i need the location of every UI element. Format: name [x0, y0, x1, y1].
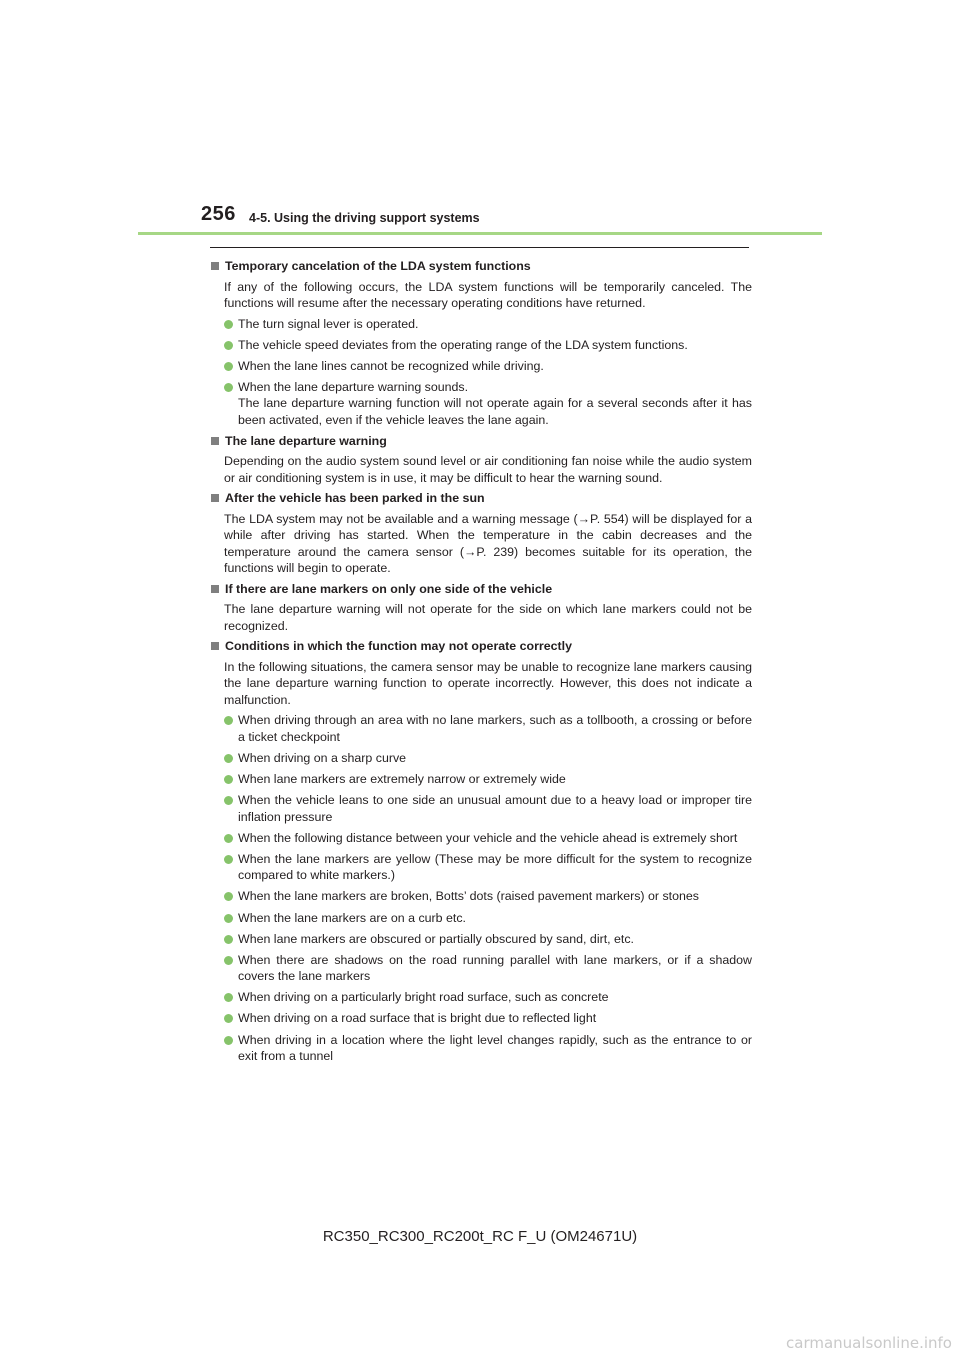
circle-bullet-icon: [224, 716, 233, 725]
list-item: [224, 771, 752, 788]
list-item-text: When driving on a particularly bright road surface, such as concrete: [238, 990, 609, 1005]
circle-bullet-icon: [224, 914, 233, 923]
section-heading: [210, 433, 752, 450]
list-item: [224, 931, 752, 948]
list-item-text: When driving on a road surface that is bright due to reflected light: [238, 1011, 597, 1026]
section-heading: [210, 490, 752, 507]
square-bullet-icon: [211, 494, 219, 502]
circle-bullet-icon: [224, 956, 233, 965]
section-body: The LDA system may not be available and a warning message (→P. 554) will be displayed for a while after driving has started. When the temperature in the cabin decreases and the temperature around the camera sensor (→P. 239) becomes suitable for its operation, the functions will begin to operate.: [224, 511, 752, 576]
circle-bullet-icon: [224, 754, 233, 763]
list-item-text: When driving in a location where the light level changes rapidly, such as the entrance to or exit from a tunnel: [238, 1032, 752, 1063]
circle-bullet-icon: [224, 383, 233, 392]
section-conditions-not-operate: [210, 638, 752, 1064]
list-item: [224, 989, 752, 1006]
list-item-text: When the lane markers are yellow (These may be more difficult for the system to recognize compared to white markers.): [238, 851, 752, 883]
circle-bullet-icon: [224, 362, 233, 371]
list-item-text: When the vehicle leans to one side an unusual amount due to a heavy load or improper tire inflation pressure: [238, 793, 752, 824]
page-number: 256: [201, 203, 236, 225]
list-item: [224, 910, 752, 927]
list-item-text: When lane markers are extremely narrow or extremely wide: [238, 772, 566, 787]
list-item: [224, 750, 752, 767]
bullet-list: [210, 316, 752, 429]
header-green-rule: [138, 232, 822, 235]
square-bullet-icon: [211, 642, 219, 650]
list-item: [224, 712, 752, 745]
circle-bullet-icon: [224, 796, 233, 805]
list-item: [224, 888, 752, 905]
content-top-rule: [210, 247, 749, 248]
bullet-list: [210, 712, 752, 1064]
section-heading-text: Conditions in which the function may not operate correctly: [225, 639, 572, 654]
circle-bullet-icon: [224, 320, 233, 329]
list-item: [224, 1010, 752, 1027]
circle-bullet-icon: [224, 1036, 233, 1045]
list-item: [224, 1032, 752, 1065]
square-bullet-icon: [211, 262, 219, 270]
list-item-text: When there are shadows on the road running parallel with lane markers, or if a shadow covers the lane markers: [238, 952, 752, 984]
section-heading-text: The lane departure warning: [225, 433, 387, 448]
square-bullet-icon: [211, 585, 219, 593]
circle-bullet-icon: [224, 855, 233, 864]
list-item: [224, 337, 752, 354]
section-temporary-cancelation: [210, 258, 752, 428]
list-item-text: When the following distance between your vehicle and the vehicle ahead is extremely short: [238, 830, 738, 845]
list-item-text: When the lane departure warning sounds. The lane departure warning function will not operate again for a several seconds after it has been activated, even if the vehicle leaves the lane again.: [238, 379, 752, 427]
section-heading: [210, 258, 752, 275]
circle-bullet-icon: [224, 1014, 233, 1023]
list-item-text: When the lane markers are on a curb etc.: [238, 910, 466, 925]
circle-bullet-icon: [224, 341, 233, 350]
section-body: Depending on the audio system sound level or air conditioning fan noise while the audio system or air conditioning system is in use, it may be difficult to hear the warning sound.: [224, 454, 752, 485]
list-item-text: When the lane lines cannot be recognized while driving.: [238, 358, 544, 373]
content-area: [210, 258, 752, 1069]
list-item: [224, 830, 752, 847]
section-heading-text: After the vehicle has been parked in the sun: [225, 491, 485, 506]
circle-bullet-icon: [224, 834, 233, 843]
section-title: 4-5. Using the driving support systems: [249, 211, 480, 225]
section-lane-departure-warning: [210, 433, 752, 487]
list-item: [224, 358, 752, 375]
section-heading: [210, 581, 752, 598]
list-item: [224, 952, 752, 985]
list-item-text: When driving on a sharp curve: [238, 750, 407, 765]
list-item-text: The vehicle speed deviates from the operating range of the LDA system functions.: [238, 337, 688, 352]
section-body: In the following situations, the camera sensor may be unable to recognize lane markers causing the lane departure warning function to operate incorrectly. However, this does not indicate a malfunction.: [224, 659, 752, 707]
circle-bullet-icon: [224, 935, 233, 944]
list-item-text: The turn signal lever is operated.: [238, 316, 419, 331]
list-item-text: When driving through an area with no lane markers, such as a tollbooth, a crossing or before a ticket checkpoint: [238, 713, 752, 744]
section-heading-text: Temporary cancelation of the LDA system functions: [225, 259, 531, 273]
list-item: [224, 379, 752, 429]
watermark: carmanualsonline.info: [786, 1334, 952, 1352]
circle-bullet-icon: [224, 892, 233, 901]
section-body: The lane departure warning will not operate for the side on which lane markers could not be recognized.: [224, 602, 752, 633]
section-heading: [210, 638, 752, 655]
circle-bullet-icon: [224, 993, 233, 1002]
list-item-text: When the lane markers are broken, Botts’ dots (raised pavement markers) or stones: [238, 889, 699, 904]
list-item-text: When lane markers are obscured or partially obscured by sand, dirt, etc.: [238, 931, 634, 946]
footer-model-code: RC350_RC300_RC200t_RC F_U (OM24671U): [322, 1228, 638, 1245]
square-bullet-icon: [211, 437, 219, 445]
list-item: [224, 316, 752, 333]
circle-bullet-icon: [224, 775, 233, 784]
section-body: If any of the following occurs, the LDA system functions will be temporarily canceled. The functions will resume after the necessary operating conditions have returned.: [224, 279, 752, 310]
list-item: [224, 792, 752, 825]
section-parked-in-sun: [210, 490, 752, 577]
list-item: [224, 851, 752, 884]
section-heading-text: If there are lane markers on only one side of the vehicle: [225, 581, 553, 596]
section-one-side-markers: [210, 581, 752, 635]
